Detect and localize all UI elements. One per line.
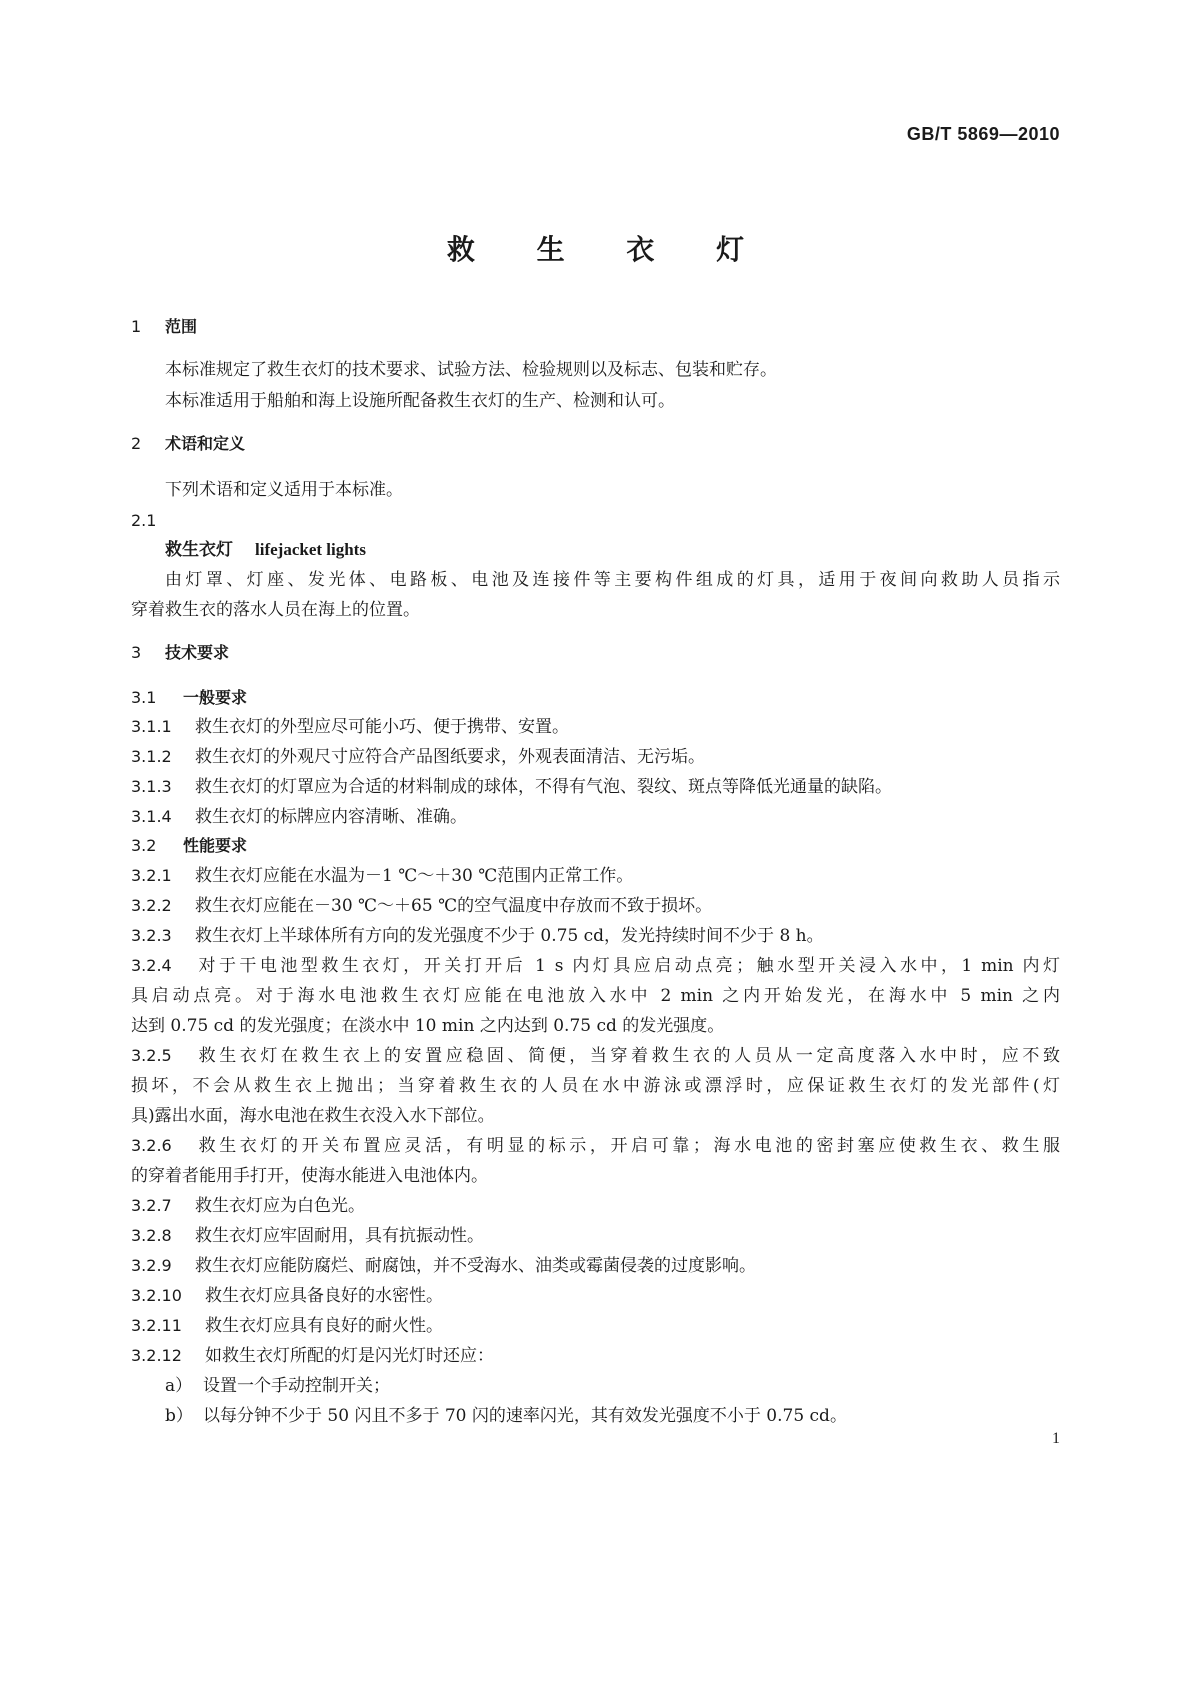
subsection-3-1-heading <box>131 683 247 713</box>
clause-3-2-4-line: 具启动点亮。对于海水电池救生衣灯应能在电池放入水中 2 min 之内开始发光，在海水中 5 min 之内 <box>131 986 1060 1006</box>
clause-3-1-3: 3.1.3 救生衣灯的灯罩应为合适的材料制成的球体，不得有气泡、裂纹、斑点等降低光通量的缺陷。 <box>131 777 892 797</box>
clause-3-2-5-line: 具)露出水面，海水电池在救生衣没入水下部位。 <box>131 1106 495 1126</box>
clause-3-2-6: 3.2.6 救生衣灯的开关布置应灵活，有明显的标示，开启可靠；海水电池的密封塞应使救生衣、救生服 <box>131 1136 1060 1156</box>
term-chinese: 救生衣灯 <box>165 540 233 560</box>
clause-number: 2.1 <box>131 511 157 530</box>
paragraph: 下列术语和定义适用于本标准。 <box>165 480 403 500</box>
section-number: 1 <box>131 317 142 336</box>
section-title: 一般要求 <box>183 688 248 707</box>
section-2-heading <box>131 429 245 459</box>
section-3-heading <box>131 638 229 668</box>
clause-3-2-10: 3.2.10 救生衣灯应具备良好的水密性。 <box>131 1286 443 1306</box>
clause-3-1-2: 3.1.2 救生衣灯的外观尺寸应符合产品图纸要求，外观表面清洁、无污垢。 <box>131 747 705 767</box>
definition-line: 由灯罩、灯座、发光体、电路板、电池及连接件等主要构件组成的灯具，适用于夜间向救助人员指示 <box>165 570 1060 590</box>
definition-line: 穿着救生衣的落水人员在海上的位置。 <box>131 600 420 620</box>
paragraph: 本标准适用于船舶和海上设施所配备救生衣灯的生产、检测和认可。 <box>165 391 675 411</box>
clause-3-2-7: 3.2.7 救生衣灯应为白色光。 <box>131 1196 365 1216</box>
clause-3-2-5-line: 损坏，不会从救生衣上抛出；当穿着救生衣的人员在水中游泳或漂浮时，应保证救生衣灯的发光部件(灯 <box>131 1076 1060 1096</box>
subsection-3-2-heading <box>131 831 247 861</box>
section-title: 术语和定义 <box>165 434 246 453</box>
section-title: 技术要求 <box>165 643 230 662</box>
clause-3-2-6-line: 的穿着者能用手打开，使海水能进入电池体内。 <box>131 1166 488 1186</box>
clause-3-2-4: 3.2.4 对于干电池型救生衣灯，开关打开后 1 s 内灯具应启动点亮；触水型开关浸入水中，1 min 内灯 <box>131 956 1060 976</box>
clause-3-2-12: 3.2.12 如救生衣灯所配的灯是闪光灯时还应： <box>131 1346 494 1366</box>
section-title: 范围 <box>165 317 198 336</box>
clause-3-1-4: 3.1.4 救生衣灯的标牌应内容清晰、准确。 <box>131 807 467 827</box>
clause-3-2-3: 3.2.3 救生衣灯上半球体所有方向的发光强度不少于 0.75 cd，发光持续时间不少于 8 h。 <box>131 926 824 946</box>
list-marker: a） <box>165 1376 193 1396</box>
clause-3-1-1: 3.1.1 救生衣灯的外型应尽可能小巧、便于携带、安置。 <box>131 717 569 737</box>
section-title: 性能要求 <box>183 836 248 855</box>
list-item: a） 设置一个手动控制开关； <box>165 1371 390 1401</box>
term-english: lifejacket lights <box>255 540 366 559</box>
section-number: 3.2 <box>131 836 157 855</box>
clause-3-2-11: 3.2.11 救生衣灯应具有良好的耐火性。 <box>131 1316 443 1336</box>
standard-code: GB/T 5869—2010 <box>906 124 1060 144</box>
clause-3-2-9: 3.2.9 救生衣灯应能防腐烂、耐腐蚀，并不受海水、油类或霉菌侵袭的过度影响。 <box>131 1256 756 1276</box>
page-number: 1 <box>1052 1430 1060 1447</box>
clause-3-2-1: 3.2.1 救生衣灯应能在水温为－1 ℃～＋30 ℃范围内正常工作。 <box>131 866 634 886</box>
paragraph: 本标准规定了救生衣灯的技术要求、试验方法、检验规则以及标志、包装和贮存。 <box>165 360 777 380</box>
list-item: b） 以每分钟不少于 50 闪且不多于 70 闪的速率闪光，其有效发光强度不小于 0.75 cd。 <box>165 1401 847 1431</box>
clause-3-2-8: 3.2.8 救生衣灯应牢固耐用，具有抗振动性。 <box>131 1226 484 1246</box>
clause-3-2-5: 3.2.5 救生衣灯在救生衣上的安置应稳固、简便，当穿着救生衣的人员从一定高度落入水中时，应不致 <box>131 1046 1060 1066</box>
section-number: 3 <box>131 643 142 662</box>
term-entry <box>165 535 366 565</box>
list-marker: b） <box>165 1406 193 1426</box>
page-title: 救 生 衣 灯 <box>446 233 771 266</box>
clause-3-2-4-line: 达到 0.75 cd 的发光强度；在淡水中 10 min 之内达到 0.75 cd 的发光强度。 <box>131 1016 725 1036</box>
section-number: 2 <box>131 434 142 453</box>
clause-3-2-2: 3.2.2 救生衣灯应能在－30 ℃～＋65 ℃的空气温度中存放而不致于损坏。 <box>131 896 713 916</box>
section-number: 3.1 <box>131 688 157 707</box>
section-1-heading <box>131 312 197 342</box>
